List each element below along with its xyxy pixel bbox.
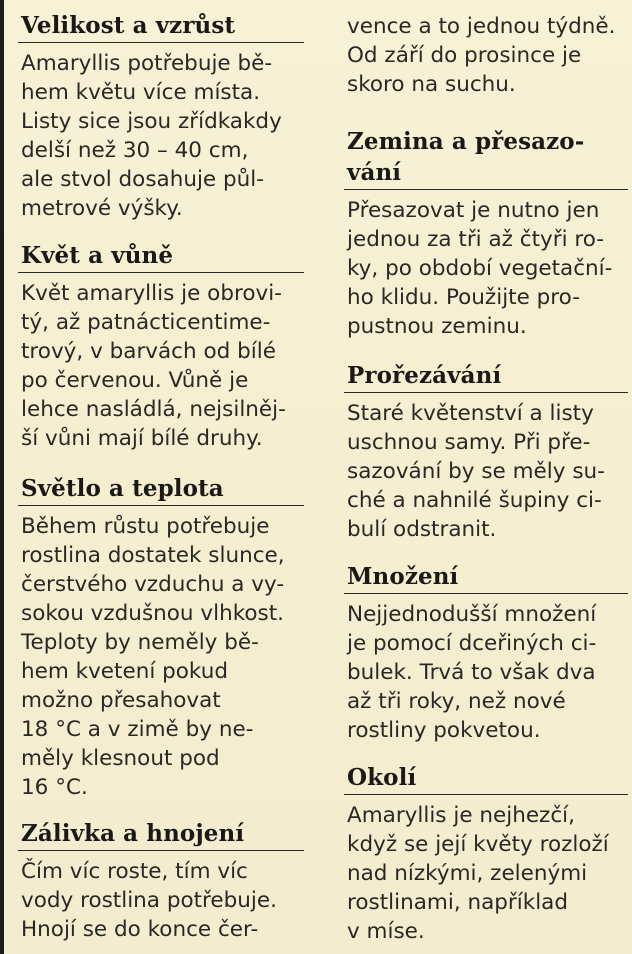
section-text: Květ amaryllis je obrovi- tý, až patnácticentime- trový, v barvách od bílé po červenou. Vůně je lehce nasládlá, nejsilněj- ší vůni mají bílé druhy. — [21, 281, 286, 451]
section-text: Během růstu potřebuje rostlina dostatek slunce, čerstvého vzduchu a vy- sokou vzdušnou vlhkost. Teploty by neměly bě- hem kvetení pokud možno přesahovat 18 °C a v zimě by ne- měly klesnout pod 16 °C. — [21, 514, 285, 800]
heading-rule — [18, 272, 304, 273]
section-surroundings — [344, 762, 628, 946]
section-watering-continued — [344, 12, 628, 99]
section-watering-fertilizing — [18, 818, 304, 944]
section-size-growth — [18, 10, 304, 223]
section-text: Amaryllis potřebuje bě- hem květu více místa. Listy sice jsou zřídkakdy delší než 30 – 40 cm, ale stvol dosahuje půl- metrové výšky. — [21, 51, 282, 221]
section-text: Nejjednodušší množení je pomocí dceřiných ci- bulek. Trvá to však dva až tři roky, než nové rostliny pokvetou. — [347, 602, 597, 743]
section-pruning — [344, 360, 628, 544]
heading-rule — [344, 794, 628, 795]
section-light-temperature — [18, 473, 304, 802]
section-heading: Velikost a vzrůst — [21, 12, 236, 39]
section-propagation — [344, 561, 628, 745]
section-heading: Zemina a přesazo- vání — [347, 128, 585, 186]
heading-rule — [344, 189, 628, 190]
section-text: Staré květenství a listy uschnou samy. Při pře- sazování by se měly su- ché a nahnilé šupiny ci- bulí odstranit. — [347, 401, 605, 542]
section-text: Přesazovat je nutno jen jednou za tři až čtyři ro- ky, po období vegetační- ho klidu. Použijte pro- pustnou zeminu. — [347, 198, 613, 339]
section-heading: Prořezávání — [347, 362, 502, 389]
section-text: Amaryllis je nejhezčí, když se její květy rozloží nad nízkými, zelenými rostlinami, například v míse. — [347, 803, 609, 944]
page-edge — [0, 0, 4, 954]
heading-rule — [344, 593, 628, 594]
continued-text: vence a to jednou týdně. Od září do prosince je skoro na suchu. — [347, 14, 616, 97]
section-flower-scent — [18, 240, 304, 453]
section-heading: Množení — [347, 563, 459, 590]
section-heading: Zálivka a hnojení — [21, 820, 245, 847]
section-soil-repotting — [344, 126, 628, 341]
section-text: Čím víc roste, tím víc vody rostlina potřebuje. Hnojí se do konce čer- — [21, 859, 277, 942]
section-heading: Okolí — [347, 764, 417, 791]
heading-rule — [344, 392, 628, 393]
heading-rule — [18, 850, 304, 851]
section-heading: Světlo a teplota — [21, 475, 224, 502]
heading-rule — [18, 42, 304, 43]
heading-rule — [18, 505, 304, 506]
section-heading: Květ a vůně — [21, 242, 174, 269]
